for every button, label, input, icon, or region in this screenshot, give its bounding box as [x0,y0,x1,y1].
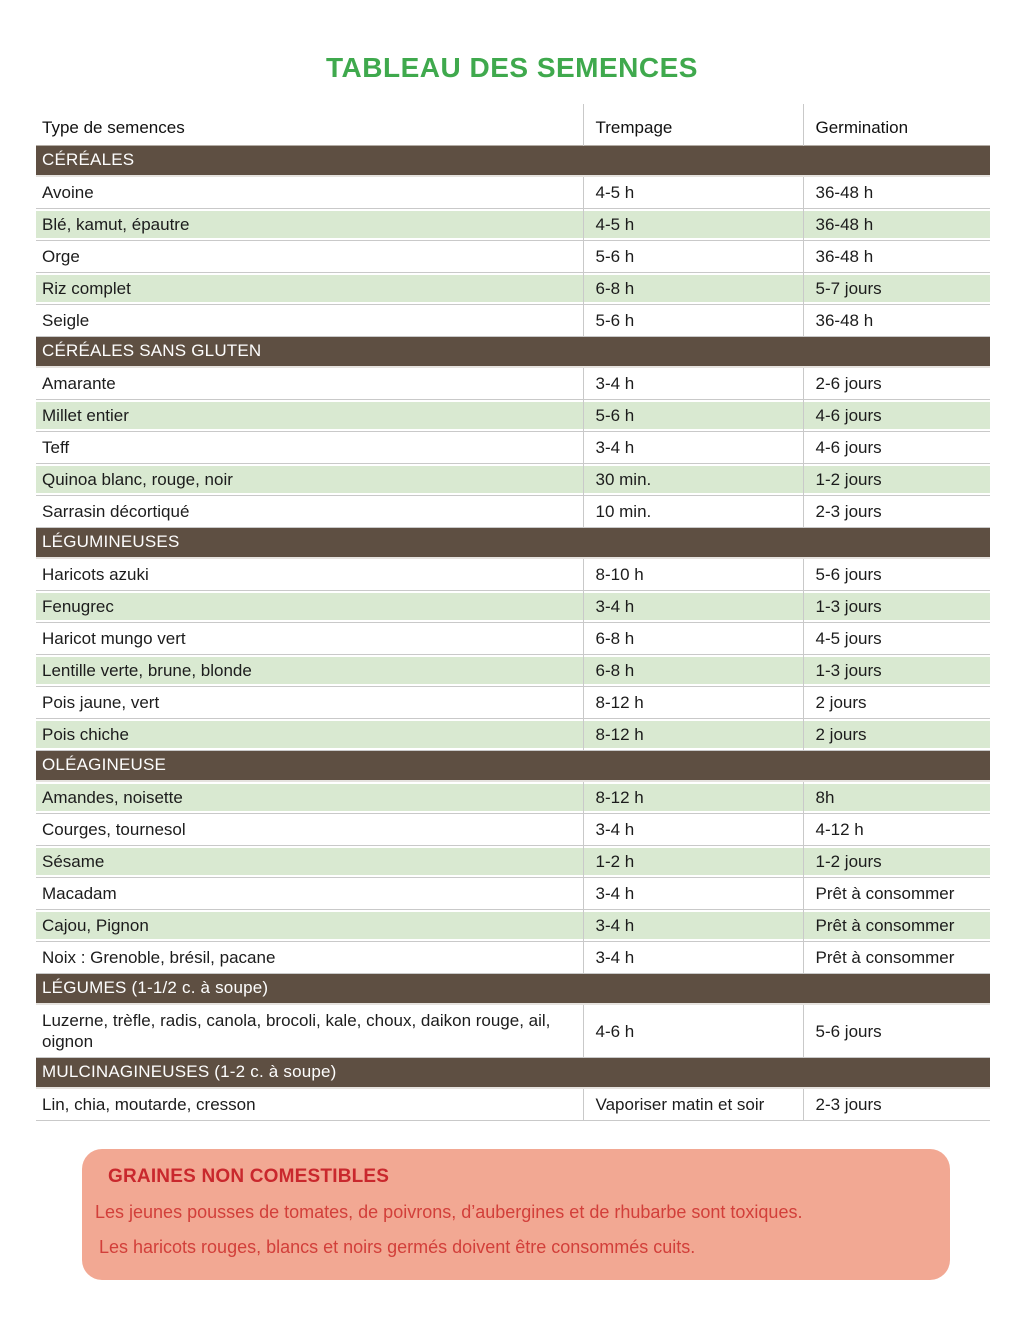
table-row [36,1004,990,1058]
cell-type: Pois jaune, vert [36,687,583,719]
cell-type: Avoine [36,176,583,209]
section-header-label: CÉRÉALES [36,146,990,177]
section-header-label: MULCINAGINEUSES (1-2 c. à soupe) [36,1058,990,1089]
cell-type: Luzerne, trèfle, radis, canola, brocoli, kale, choux, daikon rouge, ail, oignon [36,1004,583,1058]
table-row [36,1088,990,1121]
page-title: TABLEAU DES SEMENCES [326,52,698,83]
table-row [36,273,990,305]
cell-trempage: 3-4 h [583,591,803,623]
table-row [36,464,990,496]
table-row [36,558,990,591]
warning-title: GRAINES NON COMESTIBLES [108,1166,390,1187]
cell-type: Orge [36,241,583,273]
section-header-row [36,528,990,559]
warning-box [82,1149,950,1280]
cell-type: Lentille verte, brune, blonde [36,655,583,687]
table-row [36,910,990,942]
warning-line: Les haricots rouges, blancs et noirs germés doivent être consommés cuits. [99,1237,696,1257]
warning-line: Les jeunes pousses de tomates, de poivrons, d’aubergines et de rhubarbe sont toxiques. [95,1202,803,1222]
section-header-label: CÉRÉALES SANS GLUTEN [36,337,990,368]
cell-trempage: 5-6 h [583,241,803,273]
cell-trempage: 3-4 h [583,814,803,846]
cell-trempage: 30 min. [583,464,803,496]
cell-trempage: 3-4 h [583,942,803,974]
cell-germination: 5-7 jours [803,273,990,305]
section-header-row [36,974,990,1005]
cell-type: Pois chiche [36,719,583,751]
cell-trempage: 4-5 h [583,176,803,209]
table-row [36,241,990,273]
seed-table [36,104,990,1121]
table-header-row [36,104,990,146]
cell-trempage: 8-12 h [583,687,803,719]
cell-germination: 4-6 jours [803,400,990,432]
table-row [36,655,990,687]
cell-type: Sarrasin décortiqué [36,496,583,528]
cell-trempage: 4-5 h [583,209,803,241]
cell-germination: 1-2 jours [803,464,990,496]
cell-trempage: 3-4 h [583,367,803,400]
cell-trempage: 5-6 h [583,305,803,337]
cell-germination: 2 jours [803,719,990,751]
cell-type: Blé, kamut, épautre [36,209,583,241]
cell-type: Seigle [36,305,583,337]
table-row [36,846,990,878]
cell-germination: 5-6 jours [803,558,990,591]
cell-type: Millet entier [36,400,583,432]
cell-type: Courges, tournesol [36,814,583,846]
cell-type: Haricot mungo vert [36,623,583,655]
cell-germination: 4-5 jours [803,623,990,655]
cell-type: Macadam [36,878,583,910]
cell-type: Haricots azuki [36,558,583,591]
section-header-row [36,751,990,782]
section-header-row [36,146,990,177]
cell-germination: Prêt à consommer [803,910,990,942]
cell-trempage: 6-8 h [583,273,803,305]
section-header-row [36,337,990,368]
table-row [36,942,990,974]
column-header-trempage: Trempage [583,104,803,146]
table-row [36,687,990,719]
cell-trempage: 5-6 h [583,400,803,432]
cell-trempage: 3-4 h [583,878,803,910]
cell-germination: 1-2 jours [803,846,990,878]
table-row [36,878,990,910]
cell-germination: 36-48 h [803,209,990,241]
table-row [36,591,990,623]
cell-trempage: 10 min. [583,496,803,528]
cell-germination: 2-3 jours [803,496,990,528]
column-header-germination: Germination [803,104,990,146]
cell-trempage: 4-6 h [583,1004,803,1058]
cell-germination: 1-3 jours [803,655,990,687]
column-header-type: Type de semences [42,118,185,137]
cell-type: Noix : Grenoble, brésil, pacane [36,942,583,974]
cell-trempage: 8-12 h [583,719,803,751]
table-row [36,400,990,432]
cell-germination: 8h [803,781,990,814]
cell-germination: 4-6 jours [803,432,990,464]
cell-germination: 2 jours [803,687,990,719]
cell-germination: 1-3 jours [803,591,990,623]
cell-type: Cajou, Pignon [36,910,583,942]
cell-germination: Prêt à consommer [803,942,990,974]
cell-trempage: 3-4 h [583,910,803,942]
cell-type: Teff [36,432,583,464]
cell-trempage: 3-4 h [583,432,803,464]
cell-germination: 36-48 h [803,241,990,273]
cell-type: Riz complet [36,273,583,305]
cell-type: Fenugrec [36,591,583,623]
cell-type: Sésame [36,846,583,878]
cell-germination: 2-3 jours [803,1088,990,1121]
section-header-label: LÉGUMES (1-1/2 c. à soupe) [36,974,990,1005]
cell-trempage: 6-8 h [583,655,803,687]
cell-germination: 36-48 h [803,176,990,209]
table-row [36,305,990,337]
cell-trempage: Vaporiser matin et soir [583,1088,803,1121]
cell-germination: 2-6 jours [803,367,990,400]
cell-type: Amarante [36,367,583,400]
cell-trempage: 1-2 h [583,846,803,878]
table-row [36,781,990,814]
table-row [36,496,990,528]
cell-type: Quinoa blanc, rouge, noir [36,464,583,496]
cell-trempage: 6-8 h [583,623,803,655]
section-header-row [36,1058,990,1089]
cell-germination: 4-12 h [803,814,990,846]
table-row [36,432,990,464]
section-header-label: LÉGUMINEUSES [36,528,990,559]
cell-trempage: 8-10 h [583,558,803,591]
table-row [36,367,990,400]
cell-trempage: 8-12 h [583,781,803,814]
cell-type: Amandes, noisette [36,781,583,814]
table-row [36,814,990,846]
table-row [36,719,990,751]
cell-germination: 5-6 jours [803,1004,990,1058]
table-body [36,146,990,1121]
section-header-label: OLÉAGINEUSE [36,751,990,782]
cell-germination: 36-48 h [803,305,990,337]
cell-type: Lin, chia, moutarde, cresson [36,1088,583,1121]
table-row [36,176,990,209]
cell-germination: Prêt à consommer [803,878,990,910]
table-row [36,623,990,655]
table-row [36,209,990,241]
